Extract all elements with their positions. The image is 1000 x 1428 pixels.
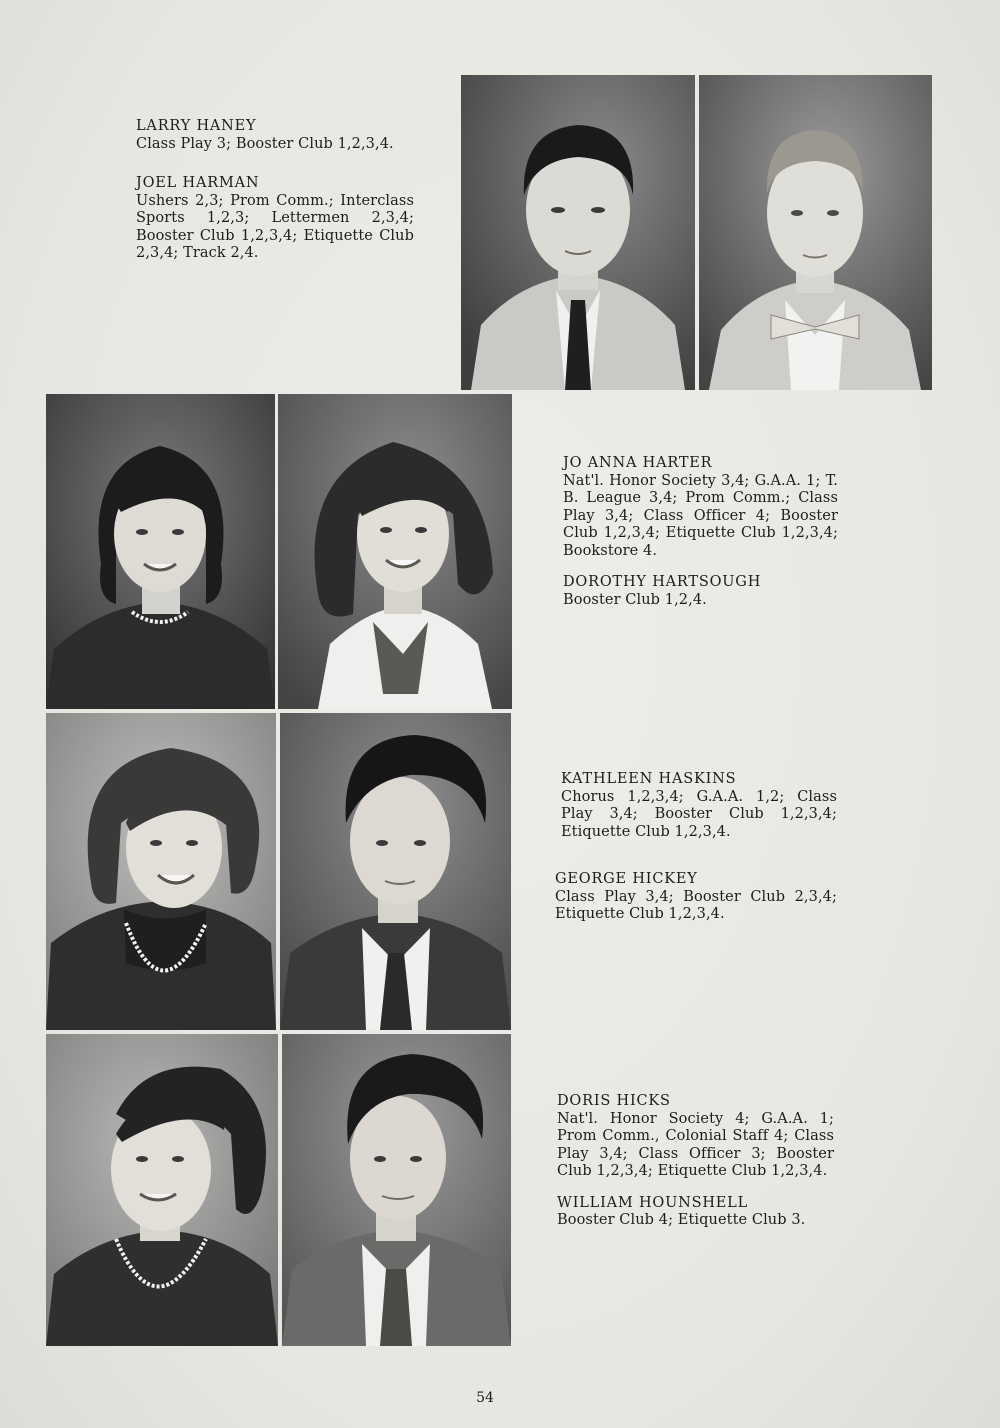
text-block-row-4: [557, 1093, 834, 1244]
portrait-silhouette-male: [280, 713, 511, 1030]
student-name: JOEL HARMAN: [136, 175, 260, 191]
student-name: WILLIAM HOUNSHELL: [557, 1194, 749, 1211]
portrait-silhouette-female: [46, 713, 276, 1030]
portrait-photo-kathleen-haskins: [46, 713, 276, 1030]
entry-william-hounshell: [557, 1195, 834, 1230]
portrait-photo-jo-anna-harter: [46, 394, 275, 709]
page-number: 54: [476, 1390, 494, 1406]
text-block-row-2: [563, 455, 838, 623]
portrait-silhouette-male: [461, 75, 695, 390]
portrait-photo-dorothy-hartsough: [278, 394, 512, 709]
portrait-photo-doris-hicks: [46, 1034, 278, 1346]
student-name: DORIS HICKS: [557, 1093, 671, 1109]
student-activities: Ushers 2,3; Prom Comm.; Interclass Sports 1,2,3; Lettermen 2,3,4; Booster Club 1,2,3,4; Etiquette Club 2,3,4; Track 2,4.: [136, 192, 414, 261]
student-activities: Nat'l. Honor Society 3,4; G.A.A. 1; T. B. League 3,4; Prom Comm.; Class Play 3,4; Class Officer 4; Booster Club 1,2,3,4; Etiquette Club 1,2,3,4; Bookstore 4.: [563, 472, 838, 559]
student-activities: Chorus 1,2,3,4; G.A.A. 1,2; Class Play 3,4; Booster Club 1,2,3,4; Etiquette Club 1,2,3,4.: [561, 788, 837, 840]
student-activities: Nat'l. Honor Society 4; G.A.A. 1; Prom Comm., Colonial Staff 4; Class Play 3,4; Class Officer 3; Booster Club 1,2,3,4; Etiquette Club 1,2,3,4.: [557, 1110, 834, 1179]
entry-kathleen-haskins: [561, 771, 837, 841]
student-activities: Booster Club 4; Etiquette Club 3.: [557, 1212, 806, 1228]
student-activities: Booster Club 1,2,4.: [563, 591, 707, 608]
entry-doris-hicks: [557, 1093, 834, 1181]
student-name: DOROTHY HARTSOUGH: [563, 574, 762, 590]
text-block-row-1: [136, 118, 414, 277]
entry-dorothy-hartsough: [563, 574, 838, 609]
student-activities: Class Play 3; Booster Club 1,2,3,4.: [136, 135, 394, 152]
student-activities: Class Play 3,4; Booster Club 2,3,4; Etiquette Club 1,2,3,4.: [555, 888, 837, 922]
text-block-row-3: [555, 771, 837, 938]
portrait-photo-larry-haney: [461, 75, 695, 390]
portrait-silhouette-female: [46, 394, 275, 709]
student-name: GEORGE HICKEY: [555, 871, 698, 887]
student-name: LARRY HANEY: [136, 118, 257, 134]
portrait-silhouette-female: [46, 1034, 278, 1346]
portrait-photo-joel-harman: [699, 75, 932, 390]
portrait-silhouette-male: [699, 75, 932, 390]
portrait-silhouette-female: [278, 394, 512, 709]
portrait-photo-william-hounshell: [282, 1034, 511, 1346]
entry-larry-haney: [136, 118, 414, 153]
portrait-photo-george-hickey: [280, 713, 511, 1030]
entry-jo-anna-harter: [563, 455, 838, 560]
student-name: JO ANNA HARTER: [563, 455, 713, 471]
entry-george-hickey: [555, 871, 837, 924]
student-name: KATHLEEN HASKINS: [561, 771, 737, 787]
portrait-silhouette-male: [282, 1034, 511, 1346]
entry-joel-harman: [136, 175, 414, 263]
